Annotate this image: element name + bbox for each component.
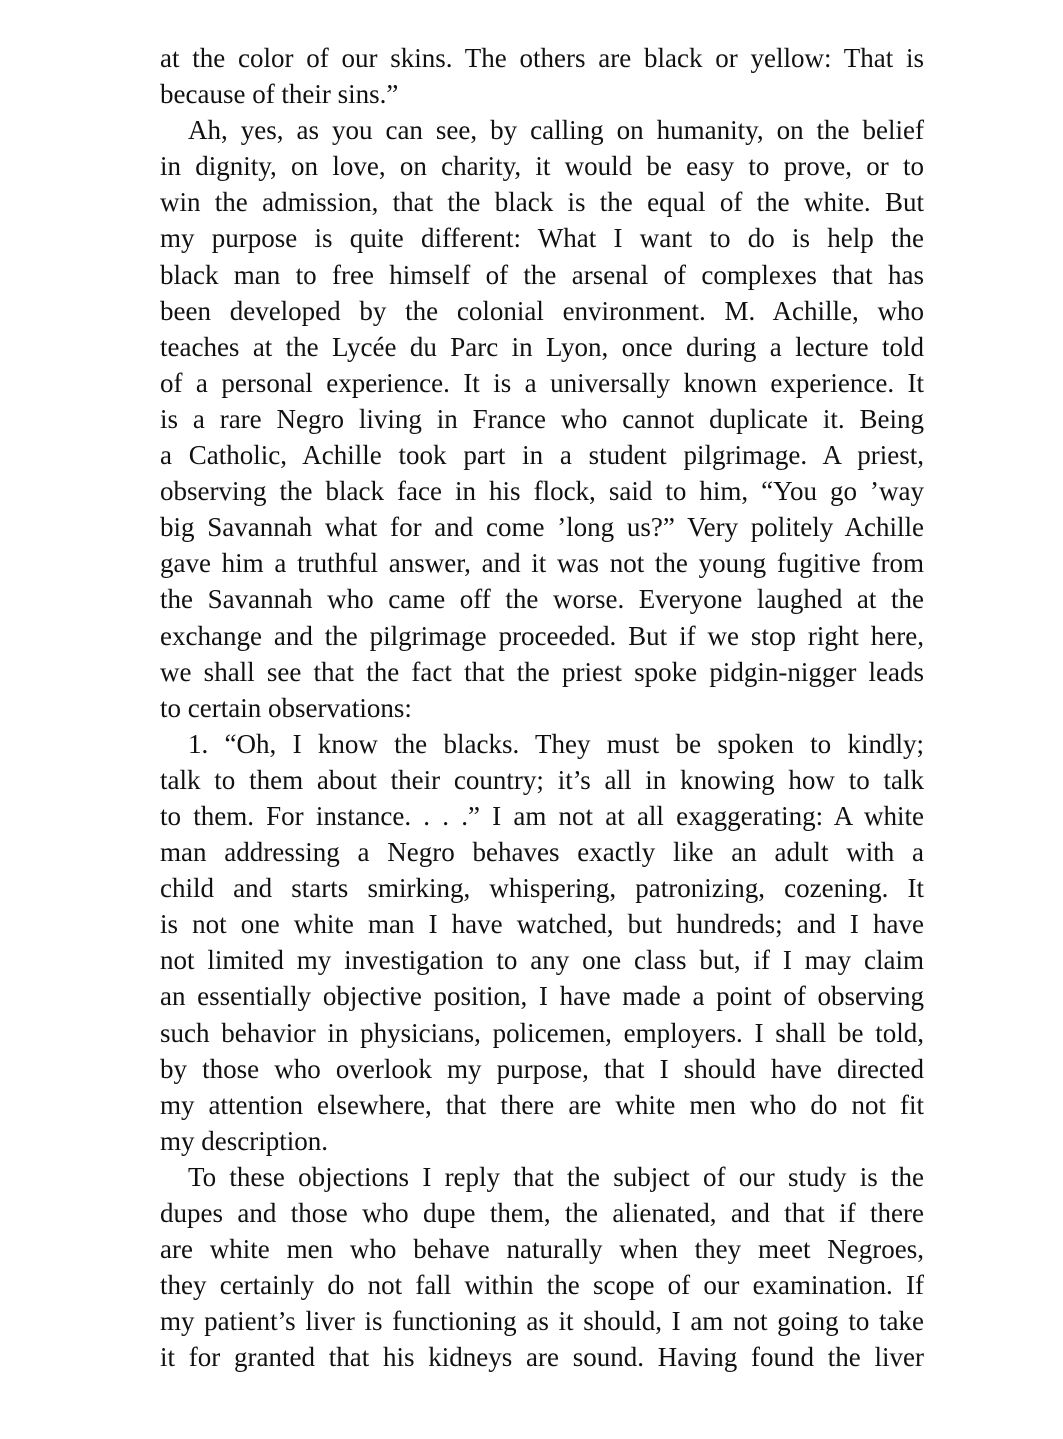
- text-line: been developed by the colonial environment. M. Achille, who: [160, 295, 924, 326]
- text-line: talk to them about their country; it’s all in knowing how to talk: [160, 764, 924, 795]
- text-line: we shall see that the fact that the priest spoke pidgin-nigger leads: [160, 656, 924, 687]
- text-line: observing the black face in his flock, said to him, “You go ’way: [160, 476, 924, 507]
- text-line: gave him a truthful answer, and it was not the young fugitive from: [160, 548, 924, 579]
- text-line: to them. For instance. . . .” I am not at all exaggerating: A white: [160, 800, 924, 831]
- text-line: child and starts smirking, whispering, patronizing, cozening. It: [160, 873, 924, 904]
- paragraph-1: [160, 40, 924, 112]
- text-line: Ah, yes, as you can see, by calling on humanity, on the belief: [188, 115, 924, 146]
- text-line: are white men who behave naturally when they meet Negroes,: [160, 1234, 924, 1265]
- text-line: exchange and the pilgrimage proceeded. But if we stop right here,: [160, 620, 924, 651]
- text-line: my purpose is quite different: What I want to do is help the: [160, 223, 924, 254]
- text-line: is a rare Negro living in France who cannot duplicate it. Being: [160, 403, 924, 434]
- text-line: by those who overlook my purpose, that I should have directed: [160, 1053, 924, 1084]
- paragraph-2: [160, 112, 924, 726]
- text-line: an essentially objective position, I have made a point of observing: [160, 981, 924, 1012]
- text-line: dupes and those who dupe them, the alienated, and that if there: [160, 1198, 924, 1228]
- text-line: To these objections I reply that the subject of our study is the: [188, 1161, 924, 1192]
- text-line: my description.: [160, 1125, 328, 1156]
- text-line: win the admission, that the black is the equal of the white. But: [160, 187, 924, 218]
- book-page: [160, 40, 924, 1375]
- text-line: not limited my investigation to any one class but, if I may claim: [160, 945, 924, 976]
- text-line: they certainly do not fall within the scope of our examination. If: [160, 1270, 924, 1301]
- text-line: of a personal experience. It is a universally known experience. It: [160, 367, 924, 398]
- text-line: at the color of our skins. The others are black or yellow: That is: [160, 43, 924, 73]
- text-line: the Savannah who came off the worse. Everyone laughed at the: [160, 584, 924, 615]
- text-line: black man to free himself of the arsenal of complexes that has: [160, 259, 924, 290]
- text-line: in dignity, on love, on charity, it would be easy to prove, or to: [160, 151, 924, 182]
- paragraph-3: [160, 726, 924, 1159]
- paragraph-4: [160, 1159, 924, 1376]
- text-line: teaches at the Lycée du Parc in Lyon, once during a lecture told: [160, 331, 924, 362]
- text-line: because of their sins.”: [160, 79, 399, 110]
- text-line: such behavior in physicians, policemen, employers. I shall be told,: [160, 1017, 924, 1048]
- text-line: a Catholic, Achille took part in a student pilgrimage. A priest,: [160, 440, 924, 471]
- text-line: it for granted that his kidneys are sound. Having found the liver: [160, 1342, 924, 1373]
- text-line: man addressing a Negro behaves exactly like an adult with a: [160, 837, 924, 868]
- text-line: my patient’s liver is functioning as it should, I am not going to take: [160, 1306, 924, 1337]
- text-line: big Savannah what for and come ’long us?” Very politely Achille: [160, 512, 924, 543]
- text-line: my attention elsewhere, that there are white men who do not fit: [160, 1089, 924, 1120]
- text-line: 1. “Oh, I know the blacks. They must be spoken to kindly;: [188, 728, 924, 759]
- text-line: is not one white man I have watched, but hundreds; and I have: [160, 909, 924, 940]
- text-line: to certain observations:: [160, 692, 412, 723]
